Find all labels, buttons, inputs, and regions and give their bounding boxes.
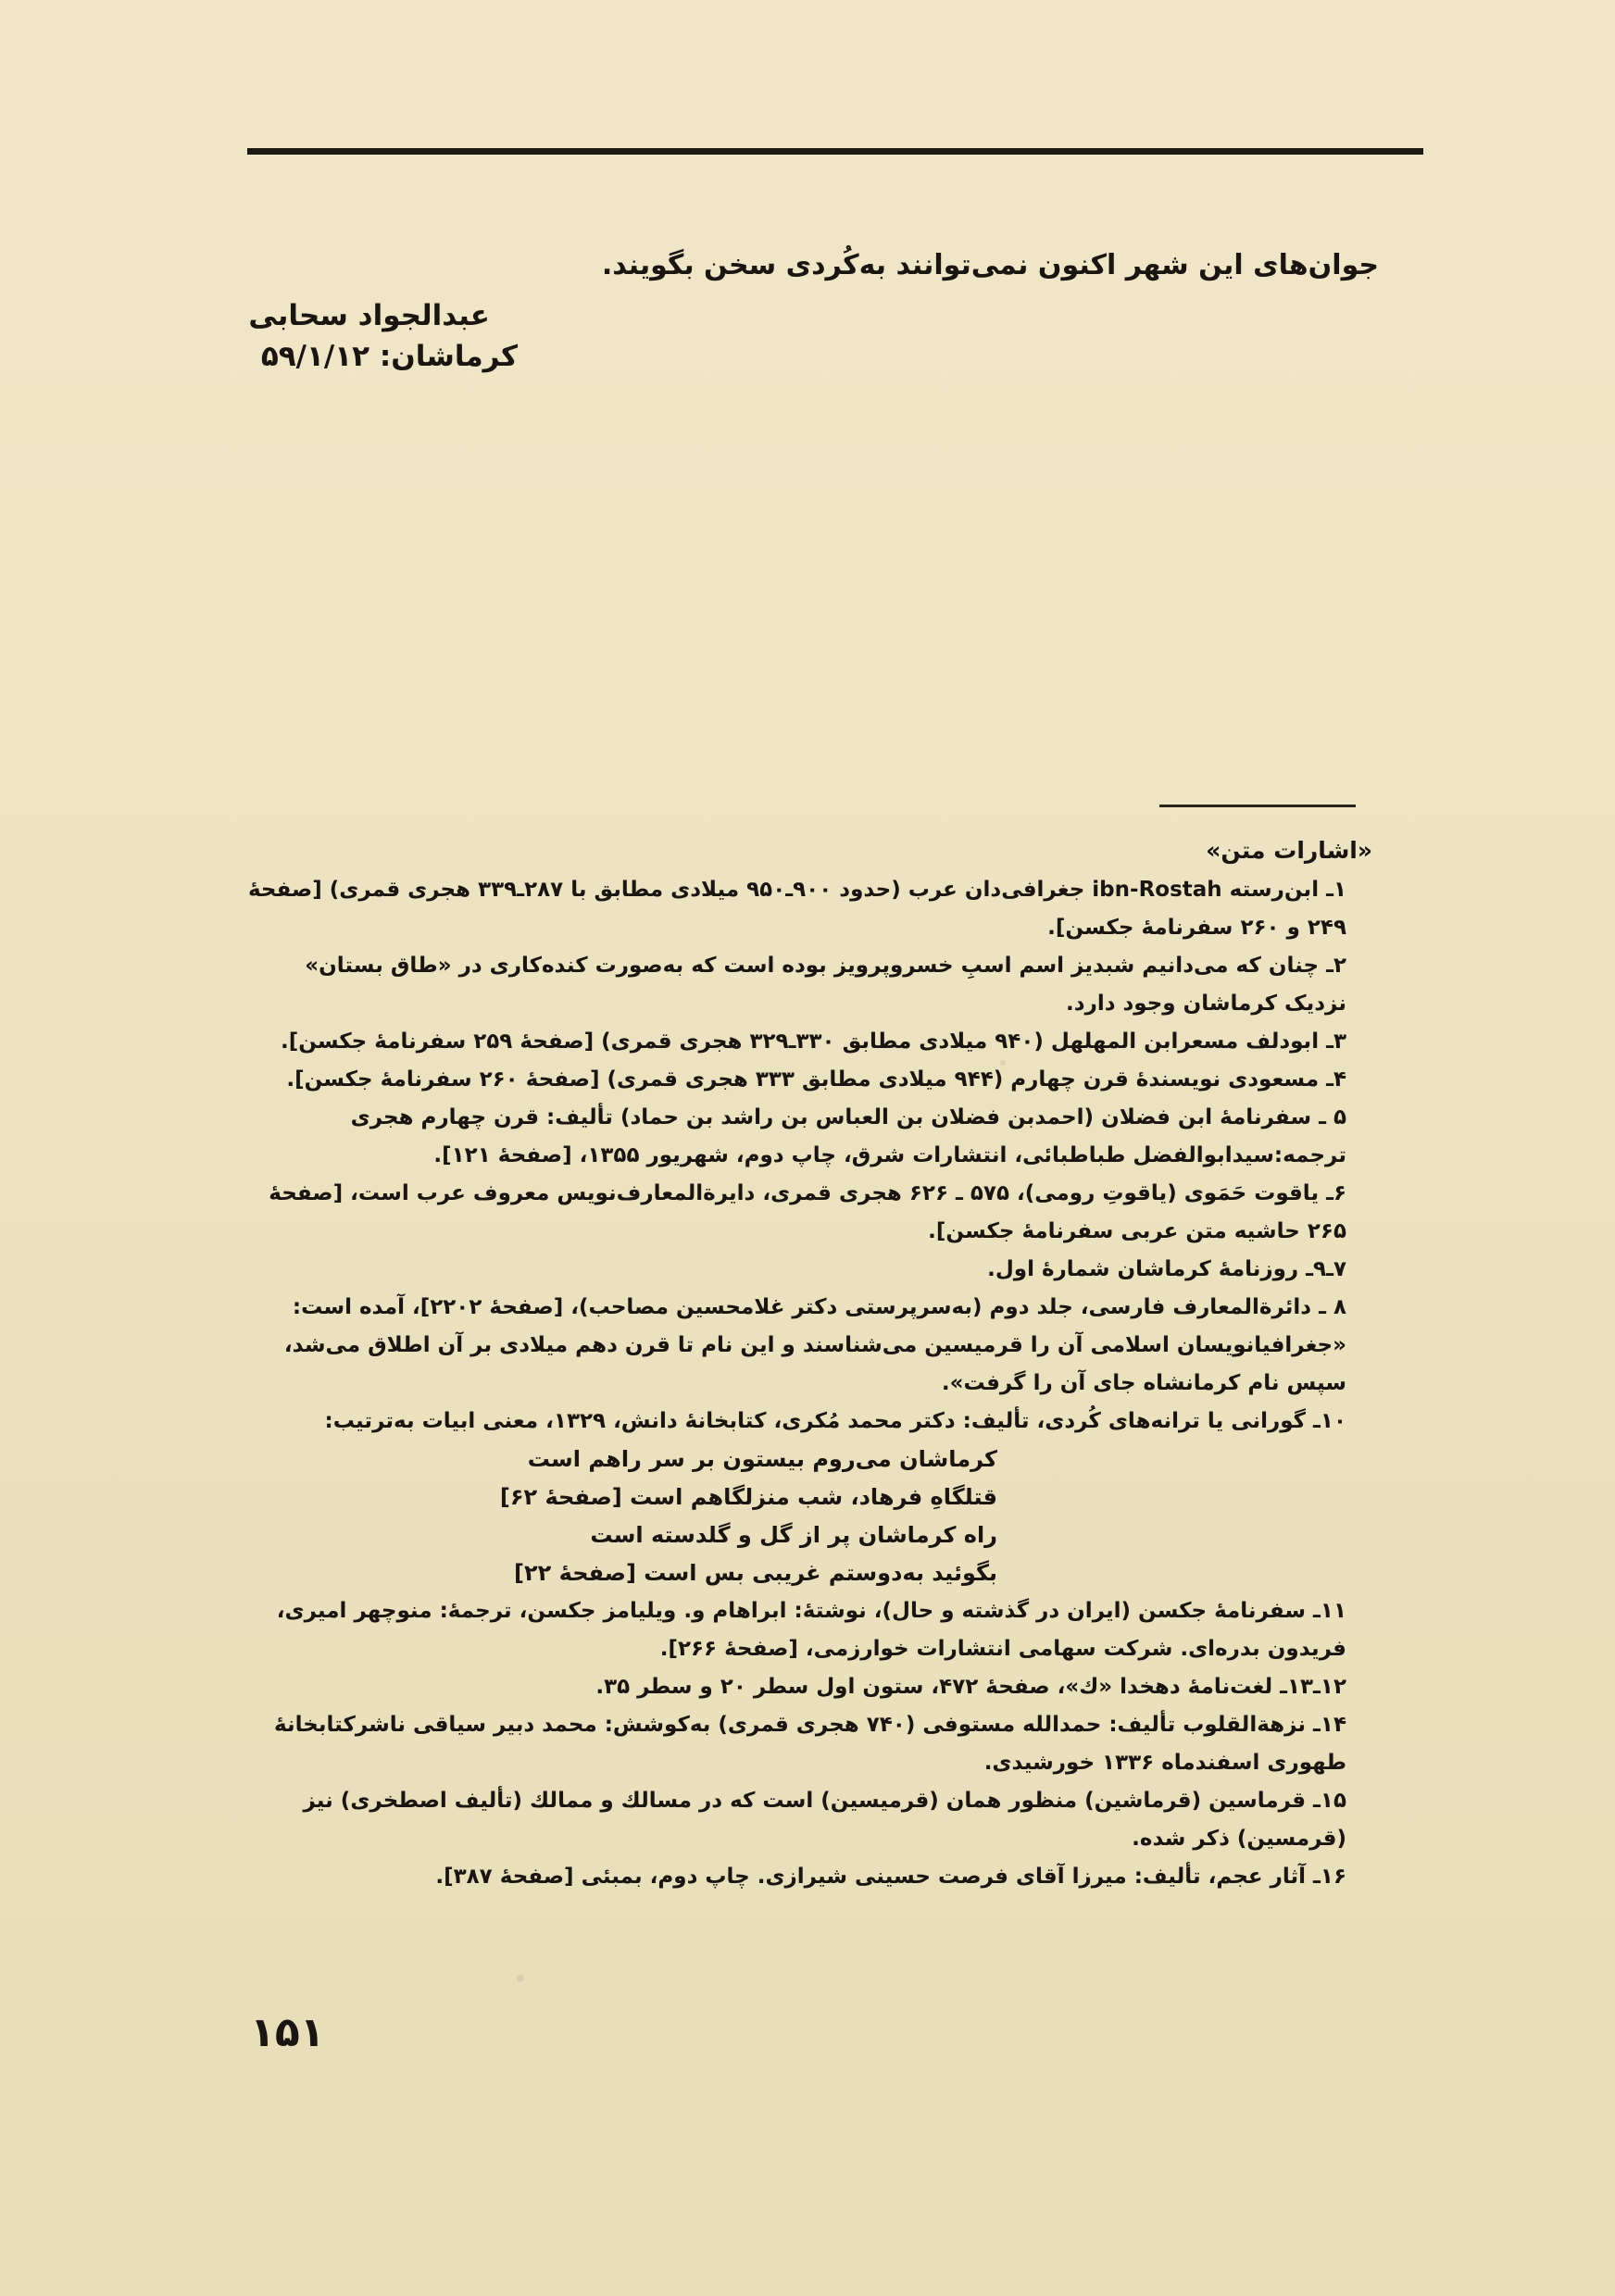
footnote-text: ۳ـ ابودلف مسعرابن المهلهل (۹۴۰ میلادی مطابق ۳۳۰ـ۳۲۹ هجری قمری) [صفحهٔ ۲۵۹ سفرنامهٔ جکسن]. xyxy=(280,1029,1346,1054)
footnote-5 xyxy=(241,1099,1346,1175)
footnote-text: ۱۶ـ آثار عجم، تألیف: میرزا آقای فرصت حسینی شیرازی. چاپ دوم، بمبئی [صفحهٔ ۳۸۷]. xyxy=(435,1865,1346,1889)
footnote-text: ۸ ـ دائرةالمعارف فارسی، جلد دوم (به‌سرپرستی دکتر غلامحسین مصاحب)، [صفحهٔ ۲۲۰۲]، آمده است: «جغرافیانویسان اسلامی آن را قرمیسین می‌شناسند و این نام تا قرن دهم میلادی بر آن اطلاق می‌شد، سپس نام کرمانشاه جای آن را گرفت». xyxy=(283,1295,1346,1395)
verse-line: راه کرماشان پر از گل و گلدسته است xyxy=(590,1522,997,1548)
footnote-text: ۱۱ـ سفرنامهٔ جکسن (ایران در گذشته و حال)، نوشتهٔ: ابراهام و. ویلیامز جکسن، ترجمهٔ: منوچهر امیری، فریدون بدره‌ای. شرکت سهامی انتشارات خوارزمی، [صفحهٔ ۲۶۶]. xyxy=(276,1599,1346,1661)
footnote-15 xyxy=(241,1782,1346,1858)
footnote-text: ۷ـ۹ـ روزنامهٔ کرماشان شمارهٔ اول. xyxy=(987,1257,1346,1281)
verse-line: کرماشان می‌روم بیستون بر سر راهم است xyxy=(527,1446,997,1472)
verse-line: قتلگاهِ فرهاد، شب منزلگاهم است [صفحهٔ ۶۲] xyxy=(499,1484,997,1510)
footnote-text: ۶ـ یاقوت حَمَوی (یاقوتِ رومی)، ۵۷۵ ـ ۶۲۶ هجری قمری، دایرةالمعارف‌نویس معروف عرب است، [صفحهٔ ۲۶۵ حاشیه متن عربی سفرنامهٔ جکسن]. xyxy=(269,1181,1346,1243)
footnote-text: ۱۰ـ گورانی یا ترانه‌های کُردی، تألیف: دکتر محمد مُکری، کتابخانهٔ دانش، ۱۳۲۹، معنی ابیات به‌ترتیب: xyxy=(324,1409,1346,1433)
footnote-8 xyxy=(241,1289,1346,1403)
footnotes-heading: «اشارات متن» xyxy=(1206,837,1372,864)
footnote-text: ۵ ـ سفرنامهٔ ابن فضلان (احمدبن فضلان بن العباس بن راشد بن حماد) تألیف: قرن چهارم هجری ترجمه:سیدابوالفضل طباطبائی، انتشارات شرق، چاپ دوم، شهریور ۱۳۵۵، [صفحهٔ ۱۲۱]. xyxy=(350,1105,1346,1167)
author-place-date: کرماشان: ۵۹/۱/۱۲ xyxy=(260,340,518,373)
author-name: عبدالجواد سحابی xyxy=(248,299,490,332)
verse-line: بگوئید به‌دوستم غریبی بس است [صفحهٔ ۲۲] xyxy=(514,1560,997,1586)
footnote-text: ۲ـ چنان که می‌دانیم شبدیز اسم اسبِ خسروپرویز بوده است که به‌صورت کنده‌کاری در «طاق بستان» نزدیک کرماشان وجود دارد. xyxy=(305,954,1346,1016)
footnote-4 xyxy=(241,1061,1346,1099)
footnote-2 xyxy=(241,947,1346,1023)
footnote-14 xyxy=(241,1706,1346,1782)
intro-line: جوان‌های این شهر اکنون نمی‌توانند به‌کُردی سخن بگویند. xyxy=(601,249,1379,281)
footnote-text: ۴ـ مسعودی نویسندهٔ قرن چهارم (۹۴۴ میلادی مطابق ۳۳۳ هجری قمری) [صفحهٔ ۲۶۰ سفرنامهٔ جکسن]. xyxy=(286,1067,1346,1092)
footnote-10 xyxy=(241,1403,1346,1441)
footnote-1 xyxy=(241,871,1346,947)
page-number: ۱۵۱ xyxy=(250,2009,325,2056)
footnote-text: ۱ـ ابن‌رسته ibn-Rostah جغرافی‌دان عرب (حدود ۹۰۰ـ۹۵۰ میلادی مطابق با ۲۸۷ـ۳۳۹ هجری قمری) [صفحهٔ ۲۴۹ و ۲۶۰ سفرنامهٔ جکسن]. xyxy=(247,878,1346,940)
footnote-6 xyxy=(241,1175,1346,1251)
footnote-separator xyxy=(1159,805,1356,807)
footnote-3 xyxy=(241,1023,1346,1061)
footnote-11 xyxy=(241,1592,1346,1668)
paper-speck xyxy=(1165,1261,1171,1267)
footnote-16 xyxy=(241,1858,1346,1896)
footnote-text: ۱۴ـ نزهةالقلوب تألیف: حمدالله مستوفی (۷۴۰ هجری قمری) به‌کوشش: محمد دبیر سیاقی ناشرکتابخانهٔ طهوری اسفندماه ۱۳۳۶ خورشیدی. xyxy=(274,1713,1346,1775)
footnote-text: ۱۲ـ۱۳ـ لغت‌نامهٔ دهخدا «ك»، صفحهٔ ۴۷۲، ستون اول سطر ۲۰ و سطر ۳۵. xyxy=(595,1675,1346,1699)
footnotes xyxy=(241,831,1372,1896)
paper-speck xyxy=(1000,1060,1006,1066)
footnote-12-13 xyxy=(241,1668,1346,1706)
footnote-text: ۱۵ـ قرماسین (قرماشین) منظور همان (قرمیسین) است که در مسالك و ممالك (تألیف اصطخری) نیز (قرمسین) ذکر شده. xyxy=(303,1789,1346,1851)
footnote-7-9 xyxy=(241,1251,1346,1289)
top-rule xyxy=(247,148,1423,155)
paper-speck xyxy=(517,1975,524,1982)
